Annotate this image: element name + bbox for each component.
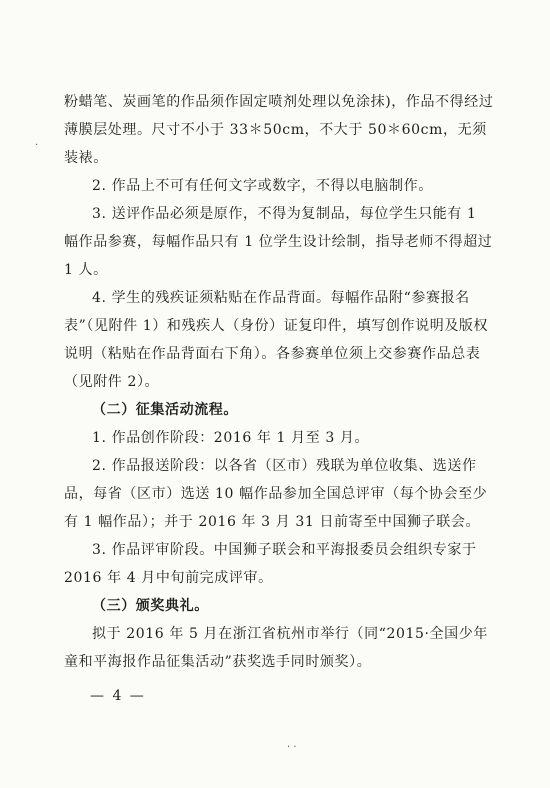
paragraph-item-2: 2. 作品上不可有任何文字或数字，不得以电脑制作。 xyxy=(92,178,433,194)
paragraph-size-requirements: 粉蜡笔、炭画笔的作品须作固定喷剂处理以免涂抹)，作品不得经过薄膜层处理。尺寸不小于 33＊50cm，不大于 50＊60cm，无须装裱。 xyxy=(64,94,494,166)
heading-section-2: （二）征集活动流程。 xyxy=(92,402,238,418)
heading-section-3: （三）颁奖典礼。 xyxy=(92,598,209,614)
paragraph-ceremony: 拟于 2016 年 5 月在浙江省杭州市举行（同“2015·全国少年童和平海报作品征集活动”获奖选手同时颁奖）。 xyxy=(64,626,488,670)
scan-speck: · xyxy=(35,140,39,151)
paragraph-item-3: 3. 送评作品必须是原作，不得为复制品，每位学生只能有 1 幅作品参赛，每幅作品只有 1 位学生设计绘制，指导老师不得超过 1 人。 xyxy=(64,206,493,278)
paragraph-stage-2: 2. 作品报送阶段：以各省（区市）残联为单位收集、选送作品，每省（区市）选送 10 幅作品参加全国总评审（每个协会至少有 1 幅作品）；并于 2016 年 3 月 31 日前寄至中国狮子联会。 xyxy=(64,458,488,530)
page-number: — 4 — xyxy=(90,688,146,704)
paragraph-item-4: 4. 学生的残疾证须粘贴在作品背面。每幅作品附“参赛报名表”（见附件 1）和残疾人（身份）证复印件，填写创作说明及版权说明（粘贴在作品背面右下角）。各参赛单位须上交参赛作品总表（见附件 2）。 xyxy=(64,290,489,390)
scan-speck: · · xyxy=(287,742,297,753)
paragraph-stage-3: 3. 作品评审阶段。中国狮子联会和平海报委员会组织专家于 2016 年 4 月中旬前完成评审。 xyxy=(64,542,477,586)
paragraph-stage-1: 1. 作品创作阶段：2016 年 1 月至 3 月。 xyxy=(92,430,370,446)
